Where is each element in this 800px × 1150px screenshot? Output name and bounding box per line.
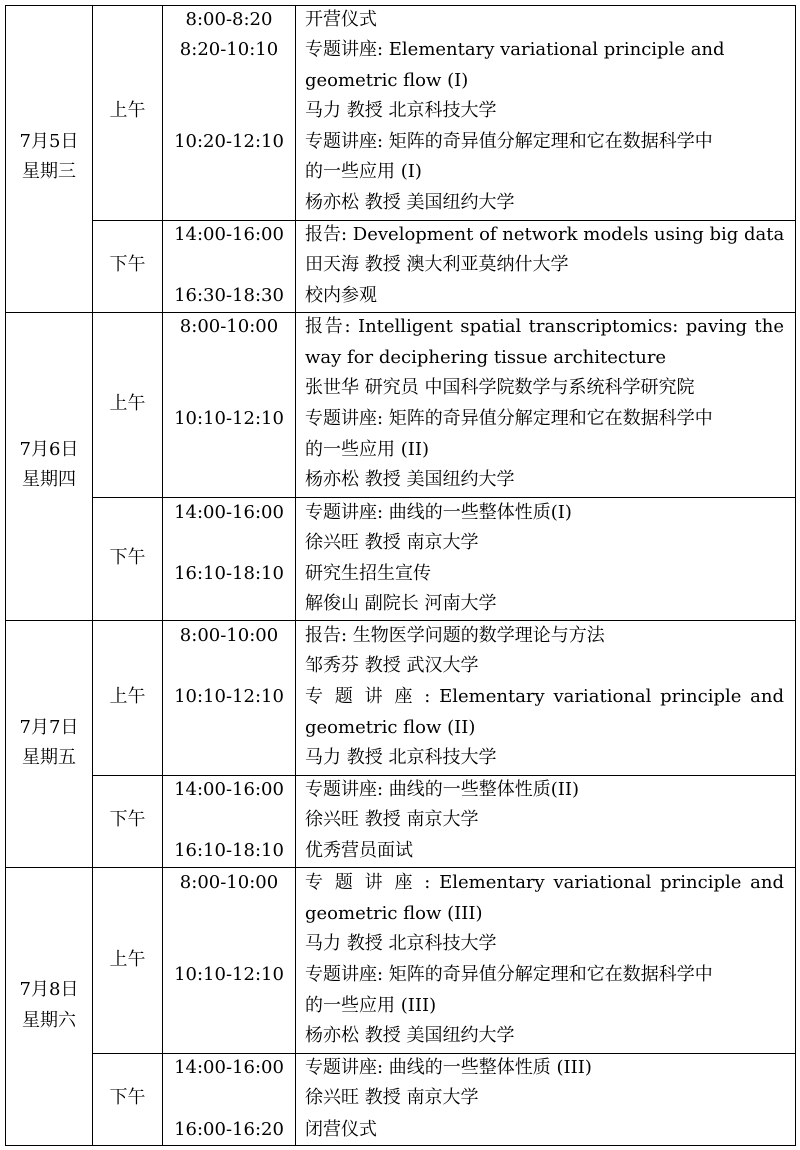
event-line: 专题讲座: 曲线的一些整体性质 (III): [305, 1057, 592, 1078]
event-line: 校内参观: [305, 285, 377, 306]
weekday-label: 星期三: [22, 161, 76, 182]
time-slot: 8:00-8:20: [185, 9, 273, 30]
period-label: 上午: [109, 686, 146, 707]
event-line: 报告: Intelligent spatial transcriptomics: paving the: [305, 316, 784, 337]
event-line: 张世华 研究员 中国科学院数学与系统科学研究院: [305, 377, 695, 398]
weekday-label: 星期五: [22, 747, 76, 768]
event-line: 闭营仪式: [305, 1119, 377, 1140]
event-line: 研究生招生宣传: [305, 563, 431, 584]
period-divider: [92, 497, 796, 498]
event-line: 马力 教授 北京科技大学: [305, 747, 497, 768]
table-border-right: [795, 5, 796, 1145]
event-line: 徐兴旺 教授 南京大学: [305, 809, 479, 830]
date-label: 7月5日: [19, 131, 79, 152]
time-slot: 8:00-10:00: [179, 316, 279, 337]
time-slot: 16:10-18:10: [174, 840, 284, 861]
event-line: 专题讲座: 矩阵的奇异值分解定理和它在数据科学中: [305, 131, 713, 152]
event-line: 专 题 讲 座 : Elementary variational principle and: [305, 686, 784, 707]
event-line: 专 题 讲 座 : Elementary variational principle and: [305, 872, 784, 893]
date-label: 7月7日: [19, 717, 79, 738]
period-label: 下午: [109, 254, 146, 275]
day-divider: [5, 312, 796, 313]
event-line: 的一些应用 (III): [305, 995, 437, 1016]
event-line: 的一些应用 (II): [305, 439, 429, 460]
event-line: geometric flow (III): [305, 903, 483, 924]
time-slot: 14:00-16:00: [174, 224, 284, 245]
table-border-top: [5, 5, 796, 6]
time-slot: 10:20-12:10: [174, 131, 284, 152]
time-slot: 10:10-12:10: [174, 408, 284, 429]
event-line: 徐兴旺 教授 南京大学: [305, 1087, 479, 1108]
date-label: 7月6日: [19, 439, 79, 460]
column-divider: [295, 5, 296, 1145]
period-label: 下午: [109, 809, 146, 830]
time-slot: 16:30-18:30: [174, 285, 284, 306]
weekday-label: 星期六: [22, 1010, 76, 1031]
time-slot: 14:00-16:00: [174, 779, 284, 800]
time-slot: 8:00-10:00: [179, 625, 279, 646]
event-line: geometric flow (II): [305, 717, 476, 738]
event-line: 优秀营员面试: [305, 840, 413, 861]
event-line: 马力 教授 北京科技大学: [305, 100, 497, 121]
event-line: 杨亦松 教授 美国纽约大学: [305, 1025, 515, 1046]
time-slot: 16:00-16:20: [174, 1119, 284, 1140]
event-line: 马力 教授 北京科技大学: [305, 933, 497, 954]
table-border-bottom: [5, 1145, 796, 1146]
period-divider: [92, 775, 796, 776]
day-divider: [5, 867, 796, 868]
event-line: 杨亦松 教授 美国纽约大学: [305, 192, 515, 213]
weekday-label: 星期四: [22, 469, 76, 490]
time-slot: 8:00-10:00: [179, 872, 279, 893]
event-line: 专题讲座: 曲线的一些整体性质(I): [305, 502, 572, 523]
day-divider: [5, 620, 796, 621]
period-label: 上午: [109, 949, 146, 970]
event-line: 的一些应用 (I): [305, 161, 422, 182]
time-slot: 14:00-16:00: [174, 502, 284, 523]
event-line: 杨亦松 教授 美国纽约大学: [305, 469, 515, 490]
event-line: 专题讲座: 曲线的一些整体性质(II): [305, 779, 580, 800]
period-label: 上午: [109, 100, 146, 121]
time-slot: 10:10-12:10: [174, 964, 284, 985]
event-line: 徐兴旺 教授 南京大学: [305, 532, 479, 553]
time-slot: 10:10-12:10: [174, 686, 284, 707]
event-line: 专题讲座: 矩阵的奇异值分解定理和它在数据科学中: [305, 408, 713, 429]
time-slot: 16:10-18:10: [174, 563, 284, 584]
event-line: 田天海 教授 澳大利亚莫纳什大学: [305, 254, 569, 275]
event-line: 专题讲座: Elementary variational principle and: [305, 39, 725, 60]
period-label: 上午: [109, 393, 146, 414]
event-line: 报告: Development of network models using big data: [305, 224, 785, 245]
time-slot: 8:20-10:10: [179, 39, 279, 60]
period-divider: [92, 1053, 796, 1054]
event-line: geometric flow (I): [305, 70, 469, 91]
time-slot: 14:00-16:00: [174, 1057, 284, 1078]
event-line: 邹秀芬 教授 武汉大学: [305, 655, 479, 676]
period-label: 下午: [109, 1087, 146, 1108]
event-line: 解俊山 副院长 河南大学: [305, 593, 497, 614]
event-line: 专题讲座: 矩阵的奇异值分解定理和它在数据科学中: [305, 964, 713, 985]
period-divider: [92, 220, 796, 221]
date-label: 7月8日: [19, 979, 79, 1000]
event-line: 报告: 生物医学问题的数学理论与方法: [305, 625, 605, 646]
period-label: 下午: [109, 547, 146, 568]
event-line: 开营仪式: [305, 9, 377, 30]
event-line: way for deciphering tissue architecture: [305, 347, 667, 368]
